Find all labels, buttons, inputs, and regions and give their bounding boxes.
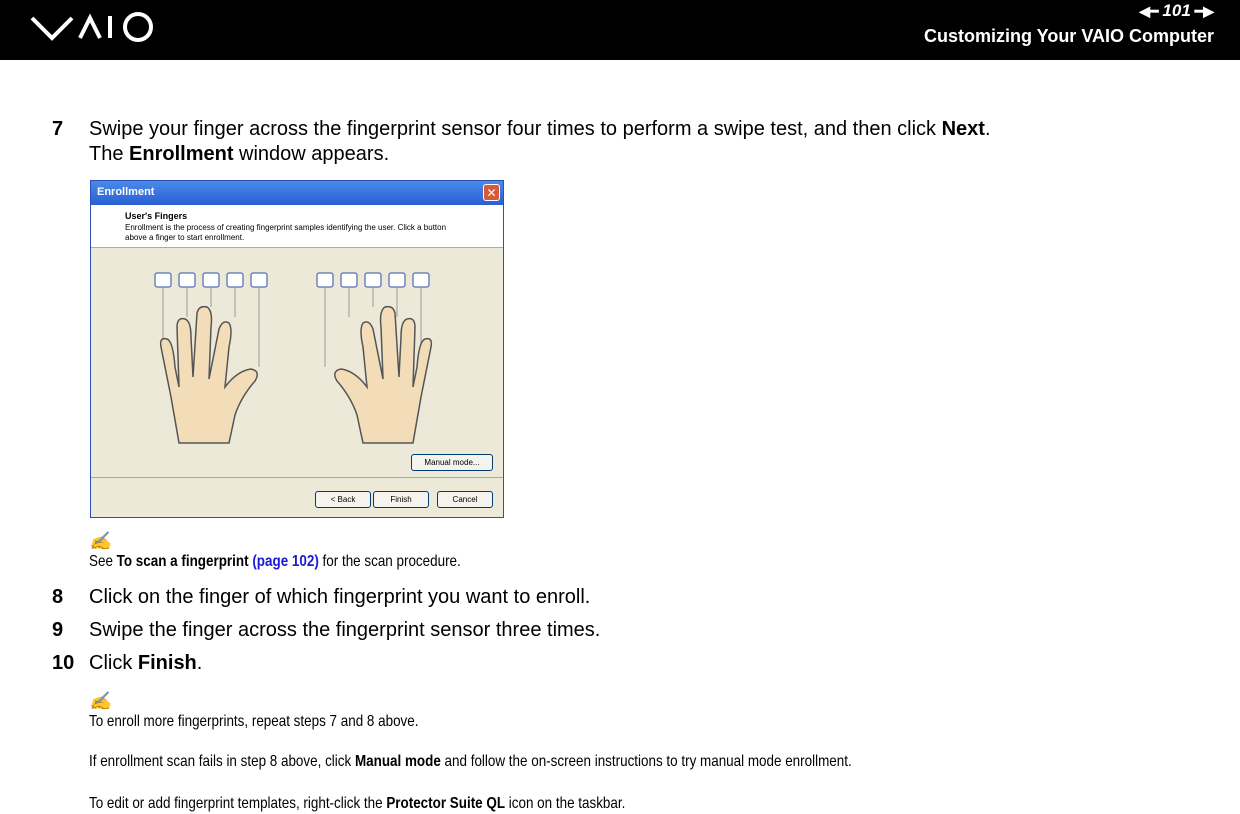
finger-button <box>389 273 405 287</box>
hands-illustration <box>91 247 503 463</box>
note-manual-mode: If enrollment scan fails in step 8 above, click Manual mode and follow the on-screen instructions to try manual mode enrollment. <box>89 753 852 770</box>
note-scan-reference: See To scan a fingerprint (page 102) for the scan procedure. <box>89 553 461 570</box>
dialog-description: Enrollment is the process of creating fingerprint samples identifying the user. Click a button above a finger to start enrollment. <box>125 223 447 242</box>
step-text: Swipe the finger across the fingerprint sensor three times. <box>89 619 601 641</box>
dialog-header <box>91 205 503 248</box>
cancel-button[interactable]: Cancel <box>437 491 493 508</box>
step-number: 9 <box>52 619 64 641</box>
note-enroll-more: To enroll more fingerprints, repeat steps 7 and 8 above. <box>89 713 419 730</box>
step-number: 7 <box>52 118 64 140</box>
page-header <box>0 0 1240 60</box>
page-number: 101 <box>1162 1 1191 20</box>
finish-button[interactable]: Finish <box>373 491 429 508</box>
finger-button <box>341 273 357 287</box>
dialog-separator <box>91 477 503 478</box>
step-number: 10 <box>52 652 75 674</box>
dialog-title-bar <box>91 181 503 205</box>
step-text: Swipe your finger across the fingerprint sensor four times to perform a swipe test, and then click Next. <box>89 118 991 140</box>
page-link[interactable]: (page 102) <box>248 553 319 570</box>
step-number: 8 <box>52 586 64 608</box>
finger-button <box>179 273 195 287</box>
finger-button <box>317 273 333 287</box>
close-icon[interactable]: ✕ <box>483 184 500 201</box>
finger-button <box>155 273 171 287</box>
note-icon: ✍ <box>89 531 112 551</box>
step-text: Click on the finger of which fingerprint you want to enroll. <box>89 586 591 608</box>
right-hand-finger-buttons <box>317 273 429 287</box>
enrollment-dialog <box>90 180 504 518</box>
finger-button <box>413 273 429 287</box>
section-title: Customizing Your VAIO Computer <box>923 26 1214 46</box>
vaio-logo <box>30 6 156 46</box>
right-hand-icon <box>335 307 432 443</box>
dialog-heading: User's Fingers <box>125 211 188 221</box>
back-button[interactable]: < Back <box>315 491 371 508</box>
dialog-title: Enrollment <box>97 186 155 198</box>
finger-button <box>365 273 381 287</box>
step-text: The Enrollment window appears. <box>89 143 390 165</box>
left-hand-icon <box>161 307 258 443</box>
prev-page-icon[interactable]: ◀━ <box>1139 2 1159 19</box>
finger-button <box>203 273 219 287</box>
page-navigation <box>1139 0 1214 22</box>
step-text: Click Finish. <box>89 652 203 674</box>
finger-button <box>251 273 267 287</box>
finger-button <box>227 273 243 287</box>
note-edit-templates: To edit or add fingerprint templates, right-click the Protector Suite QL icon on the taskbar. <box>89 795 626 812</box>
note-icon: ✍ <box>89 691 112 711</box>
next-page-icon[interactable]: ━▶ <box>1194 2 1214 19</box>
manual-mode-button[interactable]: Manual mode... <box>411 454 493 471</box>
left-hand-finger-buttons <box>155 273 267 287</box>
